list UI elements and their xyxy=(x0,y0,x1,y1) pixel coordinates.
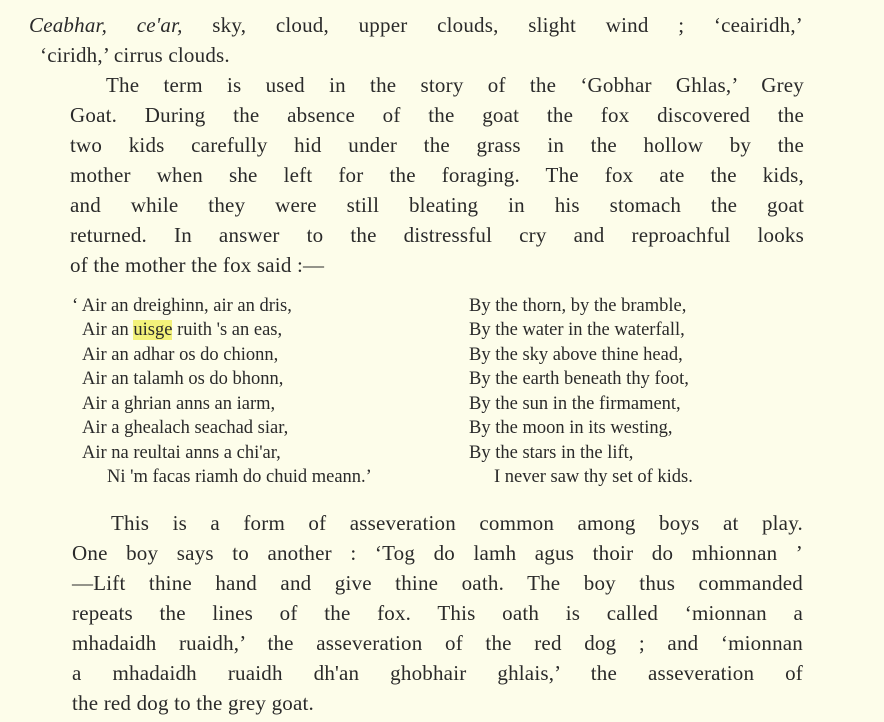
verse-gaelic-line: Air a ghrian anns an iarm, xyxy=(82,394,276,414)
verse-english-line: By the stars in the lift, xyxy=(469,443,634,463)
verse-gaelic-line-suffix: ruith 's an eas, xyxy=(172,320,283,340)
paragraph1-line: and while they were still bleating in his stomach the goat xyxy=(70,193,804,217)
entry-line-2: ‘ciridh,’ cirrus clouds. xyxy=(40,43,230,67)
verse-english-line: By the thorn, by the bramble, xyxy=(469,296,687,316)
verse-english-line: By the moon in its westing, xyxy=(469,418,673,438)
entry-definition: sky, cloud, upper clouds, slight wind ; ‘ceairidh,’ xyxy=(212,13,803,37)
paragraph2-line: repeats the lines of the fox. This oath is called ‘mionnan a xyxy=(72,601,803,625)
verse-gaelic-line: Ni 'm facas riamh do chuid meann.’ xyxy=(107,467,372,487)
paragraph1-line: Goat. During the absence of the goat the fox discovered the xyxy=(70,103,804,127)
verse-gaelic-line: ‘ Air an dreighinn, air an dris, xyxy=(72,296,292,316)
highlighted-word: uisge xyxy=(133,320,173,340)
paragraph2-line: a mhadaidh ruaidh dh'an ghobhair ghlais,’ the asseveration of xyxy=(72,661,803,685)
verse-gaelic-line: Air a ghealach seachad siar, xyxy=(82,418,289,438)
verse-english-line: By the earth beneath thy foot, xyxy=(469,369,689,389)
entry-line-1 xyxy=(29,10,803,40)
verse-gaelic-line: Air na reultai anns a chi'ar, xyxy=(82,443,281,463)
verse-english-line: By the sky above thine head, xyxy=(469,345,683,365)
paragraph1-line: returned. In answer to the distressful cry and reproachful looks xyxy=(70,223,804,247)
verse-english-line: I never saw thy set of kids. xyxy=(494,467,693,487)
paragraph1-line: two kids carefully hid under the grass in the hollow by the xyxy=(70,133,804,157)
verse-english-line: By the sun in the firmament, xyxy=(469,394,681,414)
verse-gaelic-line: Air an adhar os do chionn, xyxy=(82,345,279,365)
paragraph2-line: One boy says to another : ‘Tog do lamh agus thoir do mhionnan ’ xyxy=(72,541,803,565)
paragraph1-line: of the mother the fox said :— xyxy=(70,253,325,277)
paragraph2-line: the red dog to the grey goat. xyxy=(72,691,314,715)
entry-headword: Ceabhar, ce'ar, xyxy=(29,13,183,37)
verse-gaelic-line-prefix: Air an xyxy=(82,320,134,340)
paragraph1-line: The term is used in the story of the ‘Gobhar Ghlas,’ Grey xyxy=(106,73,804,97)
verse-gaelic-line: Air an talamh os do bhonn, xyxy=(82,369,284,389)
paragraph2-line: mhadaidh ruaidh,’ the asseveration of the red dog ; and ‘mionnan xyxy=(72,631,803,655)
verse-gaelic-line xyxy=(82,318,282,343)
verse-english-line: By the water in the waterfall, xyxy=(469,320,685,340)
paragraph2-line: —Lift thine hand and give thine oath. The boy thus commanded xyxy=(72,571,803,595)
paragraph1-line: mother when she left for the foraging. The fox ate the kids, xyxy=(70,163,804,187)
paragraph2-line: This is a form of asseveration common among boys at play. xyxy=(111,511,803,535)
